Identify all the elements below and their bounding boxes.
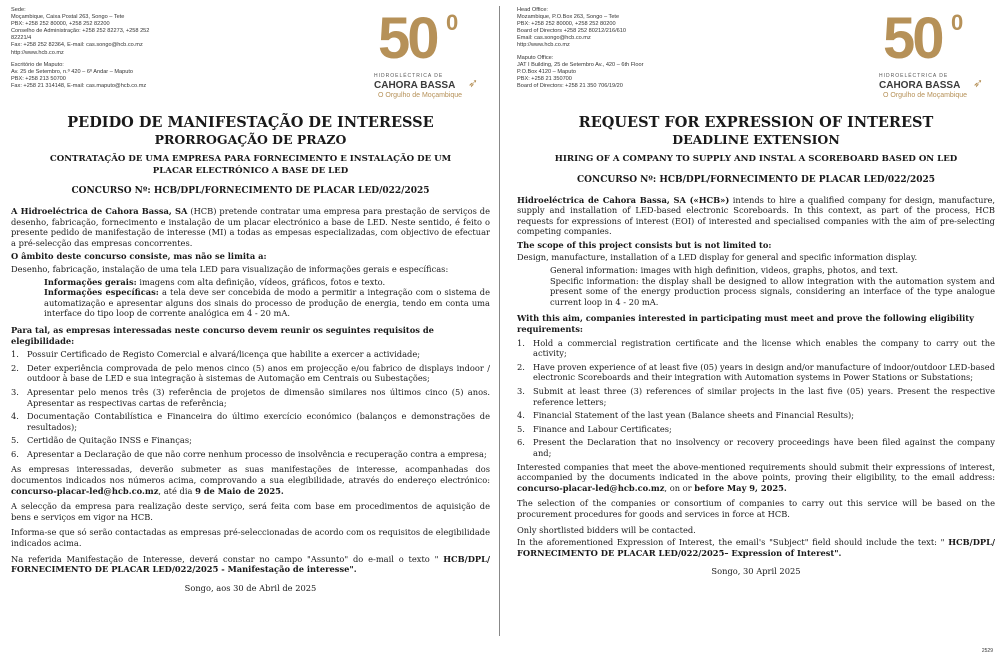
date-line: Songo, 30 April 2025	[711, 566, 801, 577]
head-office-address: Head Office: Mozambique, P.O.Box 263, Songo – Tete PBX: +258 252 80000, +258 252 80200 Board of Directors +258 252 80212/216/610 Email: cas.songo@hcb.co.mz http://www.hcb.co.mz	[517, 7, 627, 49]
submission-deadline: before May 9, 2025.	[694, 482, 787, 493]
requirement-item	[11, 363, 490, 384]
selection-paragraph: A selecção da empresa para realização deste serviço, será feita com base em procedimentos de aquisição de bens e serviços em vigor na HCB.	[11, 501, 490, 522]
english-column	[507, 0, 999, 656]
tender-reference: CONCURSO Nº: HCB/DPL/FORNECIMENTO DE PLACAR LED/022/2025	[71, 186, 430, 196]
requirement-number: 5.	[11, 435, 19, 446]
scope-heading: The scope of this project consists but is not limited to:	[517, 239, 772, 250]
requirement-number: 3.	[11, 386, 19, 397]
logo-superscript: 0	[951, 10, 964, 35]
requirement-text: Submit at least three (3) references of similar projects in the last five (05) years. Present the respective reference letters;	[533, 386, 995, 407]
requirement-number: 2.	[517, 361, 525, 372]
contract-description: CONTRATAÇÃO DE UMA EMPRESA PARA FORNECIMENTO E INSTALAÇÃO DE UM PLACAR ELECTRÓNICO A BASE DE LED	[49, 154, 452, 176]
requirements-heading: Para tal, as empresas interessadas neste concurso devem reunir os seguintes requisitos de elegibilidade:	[11, 324, 434, 346]
intro-paragraph: Hidroeléctrica de Cahora Bassa, SA («HCB») intends to hire a qualified company for design, manufacture, supply and installation of LED-based electronic Scoreboards. In this context, as part of the process, HCB requests for expressions of interest (EOI) of interested and specialised companies with the aim of pre-selecting competing companies.	[517, 194, 995, 237]
requirement-text: Financial Statement of the last yean (Balance sheets and Financial Results);	[533, 410, 855, 421]
requirement-number: 6.	[11, 448, 19, 459]
requirement-number: 4.	[517, 410, 525, 421]
notice-subtitle: DEADLINE EXTENSION	[672, 132, 840, 147]
logo-superscript: 0	[446, 10, 459, 35]
page-number: 2529	[981, 648, 993, 654]
submission-paragraph: Interested companies that meet the above-mentioned requirements should submit their expressions of interest, accompanied by the documents indicated in the above points, proving their eligibility, to the email address: concurso-placar-led@hcb.co.mz, on or before May 9, 2025.	[517, 461, 995, 493]
requirement-item	[11, 387, 490, 408]
specific-information: Specific information: the display shall be designed to allow integration with the automation system and present some of the energy production process signals, considering an interface of the type analogue current loop in 4 - 20 mA.	[550, 275, 995, 307]
requirement-item	[11, 435, 490, 446]
logo-slogan: O Orgulho de Moçambique	[883, 92, 968, 99]
requirement-item	[517, 362, 995, 383]
bird-icon: ➶	[973, 76, 984, 90]
submission-paragraph: As empresas interessadas, deverão submeter as suas manifestações de interesse, acompanhadas dos documentos indicados nos números acima, comprovando a sua elegibilidade, através do endereço electrónico: concurso-placar-led@hcb.co.mz, até dia 9 de Maio de 2025.	[11, 464, 490, 496]
general-information: Informações gerais: imagens com alta definição, vídeos, gráficos, fotos e texto.	[44, 276, 386, 287]
requirement-item	[11, 411, 490, 432]
requirement-text: Present the Declaration that no insolvency or recovery proceedings have been filed against the company and;	[533, 437, 995, 458]
date-line: Songo, aos 30 de Abril de 2025	[184, 582, 317, 593]
requirement-item	[517, 386, 995, 407]
submission-email: concurso-placar-led@hcb.co.mz	[11, 485, 159, 496]
logo-company-name: CAHORA BASSA	[374, 80, 456, 91]
requirement-number: 4.	[11, 411, 19, 422]
requirement-item	[11, 349, 490, 360]
requirement-text: Apresentar pelo menos três (3) referência de projetos de dimensão similares nos últimos cinco (5) anos. Apresentar as respectivas cartas de referência;	[27, 386, 490, 408]
requirement-item	[11, 449, 490, 460]
requirements-heading: With this aim, companies interested in participating must meet and prove the following eligibility requirements:	[517, 313, 974, 335]
specific-information: Informações específicas: a tela deve ser concebida de modo a permitir a integração com o sistema de automatização e apresentar alguns dos sinais do processo de produção de energia, tendo em conta uma interface do tipo loop de corrente analógica em 4 - 20 mA.	[44, 287, 490, 319]
letterhead	[517, 0, 995, 106]
hcb-50-anniversary-logo	[877, 6, 989, 100]
requirements-list	[517, 338, 995, 459]
scope-text: Desenho, fabricação, instalação de uma tela LED para visualização de informações gerais e específicas:	[11, 263, 449, 274]
logo-number: 50	[883, 6, 942, 71]
requirement-item	[517, 437, 995, 458]
address-block	[11, 7, 251, 95]
submission-deadline: 9 de Maio de 2025.	[195, 485, 284, 496]
information-types	[11, 277, 490, 319]
submission-email: concurso-placar-led@hcb.co.mz	[517, 482, 665, 493]
tender-reference: CONCURSO Nº: HCB/DPL/FORNECIMENTO DE PLACAR LED/022/2025	[576, 174, 936, 185]
notice-title: REQUEST FOR EXPRESSION OF INTEREST	[578, 114, 934, 131]
notice-title: PEDIDO DE MANIFESTAÇÃO DE INTERESSE	[67, 114, 434, 131]
requirement-number: 2.	[11, 362, 19, 373]
requirement-text: Certidão de Quitação INSS e Finanças;	[27, 435, 192, 446]
requirement-text: Finance and Labour Certificates;	[533, 423, 672, 434]
scope-heading: O âmbito deste concurso consiste, mas não se limita a:	[11, 251, 267, 262]
subject-paragraph: Na referida Manifestação de Interesse, deverá constar no campo "Assunto" do e-mail o texto " HCB/DPL/ FORNECIMENTO DE PLACAR LED/022/2025 - Manifestação de interesse".	[11, 553, 490, 575]
maputo-office-address: Maputo Office: JAT I Building, 25 de Setembro Av., 420 – 6th Floor P.O.Box 4120 – Maputo PBX: +258 21 350700 Board of Directors: +258 21 350 706/19/20	[517, 54, 644, 89]
company-name: Hidroeléctrica de Cahora Bassa, SA («HCB»)	[517, 194, 730, 205]
notice-subtitle: PRORROGAÇÃO DE PRAZO	[154, 132, 347, 147]
requirement-item	[517, 424, 995, 435]
address-block	[517, 7, 757, 95]
requirement-text: Possuir Certificado de Registo Comercial e alvará/licença que habilite a exercer a actividade;	[27, 349, 421, 360]
logo-number: 50	[378, 6, 437, 71]
logo-small-text: HIDROELÉCTRICA DE	[374, 73, 444, 79]
requirement-number: 5.	[517, 423, 525, 434]
logo-slogan: O Orgulho de Moçambique	[378, 92, 463, 99]
requirement-item	[517, 338, 995, 359]
requirements-list	[11, 349, 490, 459]
scope-text: Design, manufacture, installation of a LED display for general and specific information display.	[517, 252, 918, 263]
contact-paragraph: Informa-se que só serão contactadas as empresas pré-seleccionadas de acordo com os requisitos de elegibilidade indicados acima.	[11, 527, 490, 549]
company-name: A Hidroeléctrica de Cahora Bassa, SA	[11, 206, 188, 216]
requirement-number: 6.	[517, 437, 525, 448]
head-office-address: Sede: Moçambique, Caixa Postal 263, Songo – Tete PBX: +258 252 80000, +258 252 82200 Conselho de Administração: +258 252 82273, +258 252 82221/4 Fax: +258 252 82364, E-mail: cas.songo@hcb.co.mz http://www.hcb.co.mz	[11, 7, 150, 56]
contact-paragraph: Only shortlisted bidders will be contacted.	[517, 524, 696, 535]
portuguese-column	[0, 0, 494, 656]
intro-paragraph: A Hidroeléctrica de Cahora Bassa, SA (HCB) pretende contratar uma empresa para prestação de serviços de desenho, fabricação, fornecimento e instalação de um placar electrónico a base de LED. Neste sentido, é feito o presente pedido de manifestação de interesse (MI) a todas as empesas especializadas, com objectivo de efectuar a pré-selecção das empresas concorrentes.	[11, 206, 490, 248]
general-information: General information: images with high definition, videos, graphs, photos, and text.	[550, 265, 899, 276]
maputo-office-address: Escritório de Maputo: Av. 25 de Setembro, n.º 420 – 6º Andar – Maputo PBX: +258 213 50700 Fax: +258 21 314148, E-mail: cas.maputo@hcb.co.mz	[11, 61, 147, 89]
requirement-text: Documentação Contabilística e Financeira do último exercício económico (balanços e demonstrações de resultados);	[27, 411, 490, 432]
information-types	[517, 265, 995, 307]
selection-paragraph: The selection of the companies or consortium of companies to carry out this service will be based on the procurement procedures for goods and services in force at HCB.	[517, 498, 995, 519]
subject-paragraph: In the aforementioned Expression of Interest, the email's "Subject" field should include the text: " HCB/DPL/ FORNECIMENTO DE PLACAR LED/022/2025– Expression of Interest".	[517, 537, 995, 558]
requirement-text: Apresentar a Declaração de que não corre nenhum processo de insolvência e recuperação contra a empresa;	[27, 448, 487, 459]
hcb-50-anniversary-logo	[372, 6, 484, 100]
requirement-number: 1.	[11, 349, 19, 360]
logo-small-text: HIDROELÉCTRICA DE	[879, 73, 949, 79]
column-divider	[499, 6, 500, 636]
letterhead	[11, 0, 490, 106]
requirement-text: Have proven experience of at least five (05) years in design and/or manufacture of indoor/outdoor LED-based electronic Scoreboards and their integration with Automation systems in Power Stations or Substations;	[533, 361, 996, 383]
bird-icon: ➶	[468, 76, 479, 90]
requirement-item	[517, 410, 995, 421]
contract-description: HIRING OF A COMPANY TO SUPPLY AND INSTAL A SCOREBOARD BASED ON LED	[554, 154, 958, 164]
requirement-number: 3.	[517, 386, 525, 396]
requirement-text: Deter experiência comprovada de pelo menos cinco (5) anos em projecção e/ou fabrico de displays indoor / outdoor à base de LED e sua integração à sistemas de Automação em Centrais ou Subestações;	[27, 362, 490, 384]
requirement-number: 1.	[517, 337, 525, 348]
requirement-text: Hold a commercial registration certificate and the license which enables the company to carry out the activity;	[533, 337, 995, 359]
logo-company-name: CAHORA BASSA	[879, 80, 961, 91]
